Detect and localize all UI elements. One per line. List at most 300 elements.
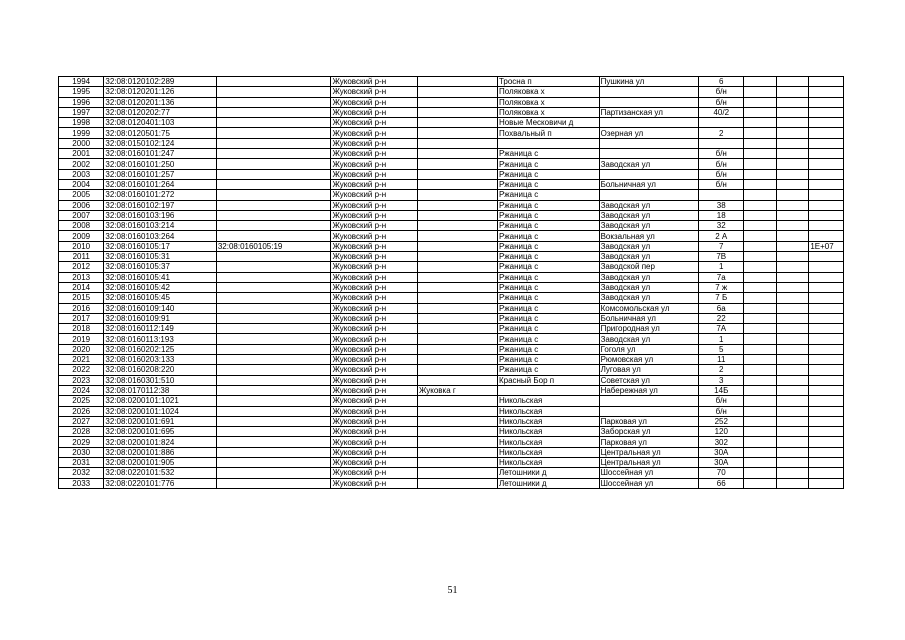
col-11-cell [809,169,844,179]
settlement-cell: Ржаница с [497,221,599,231]
row-number-cell: 2014 [59,282,104,292]
cadastral-number-cell: 32:08:0160203:133 [104,355,216,365]
extra-cadastral-number-cell [216,107,331,117]
col-10-cell [776,457,808,467]
row-number-cell: 2017 [59,313,104,323]
street-cell: Вокзальная ул [599,231,698,241]
district-cell: Жуковский р-н [331,416,418,426]
settlement-cell: Красный Бор п [497,375,599,385]
row-number-cell: 2025 [59,396,104,406]
district-cell: Жуковский р-н [331,313,418,323]
settlement-cell: Ржаница с [497,272,599,282]
row-number-cell: 2009 [59,231,104,241]
col-9-cell [744,406,776,416]
city-cell: Жуковка г [417,385,497,395]
extra-cadastral-number-cell [216,128,331,138]
row-number-cell: 2018 [59,324,104,334]
col-10-cell [776,293,808,303]
extra-cadastral-number-cell [216,293,331,303]
district-cell: Жуковский р-н [331,365,418,375]
row-number-cell: 2007 [59,210,104,220]
cadastral-number-cell: 32:08:0160103:196 [104,210,216,220]
row-number-cell: 2003 [59,169,104,179]
house-number-cell: 7 [699,241,744,251]
cadastral-number-cell: 32:08:0200101:905 [104,457,216,467]
settlement-cell: Поляковка х [497,107,599,117]
district-cell: Жуковский р-н [331,437,418,447]
table-row [59,262,844,272]
col-9-cell [744,334,776,344]
street-cell [599,190,698,200]
row-number-cell: 2001 [59,149,104,159]
col-9-cell [744,138,776,148]
cadastral-number-cell: 32:08:0160101:272 [104,190,216,200]
settlement-cell: Ржаница с [497,159,599,169]
table-row [59,138,844,148]
col-11-cell [809,262,844,272]
col-9-cell [744,344,776,354]
col-11-cell [809,457,844,467]
district-cell: Жуковский р-н [331,107,418,117]
cadastral-number-cell: 32:08:0160113:193 [104,334,216,344]
city-cell [417,210,497,220]
cadastral-number-cell: 32:08:0160102:197 [104,200,216,210]
col-10-cell [776,406,808,416]
row-number-cell: 2029 [59,437,104,447]
district-cell: Жуковский р-н [331,468,418,478]
col-9-cell [744,385,776,395]
col-9-cell [744,128,776,138]
street-cell [599,396,698,406]
col-9-cell [744,416,776,426]
row-number-cell: 1995 [59,87,104,97]
col-9-cell [744,149,776,159]
house-number-cell: 5 [699,344,744,354]
house-number-cell [699,138,744,148]
district-cell: Жуковский р-н [331,262,418,272]
settlement-cell: Ржаница с [497,169,599,179]
col-9-cell [744,272,776,282]
cadastral-number-cell: 32:08:0160105:31 [104,252,216,262]
house-number-cell: 1 [699,334,744,344]
house-number-cell: б/н [699,396,744,406]
street-cell: Заводская ул [599,334,698,344]
cadastral-number-cell: 32:08:0200101:886 [104,447,216,457]
cadastral-number-cell: 32:08:0120202:77 [104,107,216,117]
row-number-cell: 2011 [59,252,104,262]
col-10-cell [776,97,808,107]
extra-cadastral-number-cell [216,282,331,292]
col-9-cell [744,324,776,334]
house-number-cell: б/н [699,179,744,189]
col-10-cell [776,221,808,231]
city-cell [417,457,497,467]
street-cell: Заводская ул [599,241,698,251]
col-9-cell [744,200,776,210]
row-number-cell: 2006 [59,200,104,210]
row-number-cell: 2015 [59,293,104,303]
settlement-cell: Ржаница с [497,210,599,220]
col-11-cell [809,365,844,375]
col-11-cell [809,334,844,344]
street-cell: Заводская ул [599,282,698,292]
row-number-cell: 2019 [59,334,104,344]
col-10-cell [776,282,808,292]
settlement-cell: Никольская [497,427,599,437]
col-10-cell [776,159,808,169]
city-cell [417,365,497,375]
row-number-cell: 2002 [59,159,104,169]
col-11-cell: 1E+07 [809,241,844,251]
settlement-cell: Ржаница с [497,303,599,313]
col-10-cell [776,77,808,87]
city-cell [417,355,497,365]
street-cell: Озерная ул [599,128,698,138]
col-11-cell [809,200,844,210]
col-9-cell [744,77,776,87]
settlement-cell: Ржаница с [497,282,599,292]
row-number-cell: 2005 [59,190,104,200]
table-row [59,478,844,488]
col-9-cell [744,282,776,292]
street-cell [599,97,698,107]
extra-cadastral-number-cell [216,159,331,169]
city-cell [417,313,497,323]
district-cell: Жуковский р-н [331,87,418,97]
extra-cadastral-number-cell [216,334,331,344]
table-row [59,334,844,344]
house-number-cell: 7В [699,252,744,262]
col-10-cell [776,210,808,220]
street-cell: Шоссейная ул [599,478,698,488]
city-cell [417,437,497,447]
col-11-cell [809,107,844,117]
city-cell [417,77,497,87]
district-cell: Жуковский р-н [331,210,418,220]
cadastral-number-cell: 32:08:0200101:1021 [104,396,216,406]
city-cell [417,344,497,354]
extra-cadastral-number-cell [216,169,331,179]
city-cell [417,200,497,210]
col-10-cell [776,468,808,478]
house-number-cell: б/н [699,149,744,159]
col-10-cell [776,365,808,375]
row-number-cell: 2008 [59,221,104,231]
city-cell [417,293,497,303]
row-number-cell: 2000 [59,138,104,148]
city-cell [417,169,497,179]
district-cell: Жуковский р-н [331,447,418,457]
row-number-cell: 2033 [59,478,104,488]
table-row [59,344,844,354]
col-10-cell [776,190,808,200]
col-10-cell [776,200,808,210]
col-10-cell [776,344,808,354]
district-cell: Жуковский р-н [331,77,418,87]
table-row [59,200,844,210]
col-10-cell [776,138,808,148]
district-cell: Жуковский р-н [331,200,418,210]
col-11-cell [809,179,844,189]
street-cell: Набережная ул [599,385,698,395]
col-10-cell [776,87,808,97]
street-cell [599,138,698,148]
extra-cadastral-number-cell [216,262,331,272]
col-11-cell [809,447,844,457]
col-11-cell [809,231,844,241]
city-cell [417,427,497,437]
district-cell: Жуковский р-н [331,118,418,128]
col-9-cell [744,169,776,179]
col-10-cell [776,118,808,128]
street-cell [599,118,698,128]
district-cell: Жуковский р-н [331,149,418,159]
table-row [59,87,844,97]
house-number-cell: 30А [699,447,744,457]
settlement-cell: Ржаница с [497,149,599,159]
settlement-cell: Похвальный п [497,128,599,138]
street-cell: Центральная ул [599,457,698,467]
extra-cadastral-number-cell [216,365,331,375]
table-row [59,97,844,107]
row-number-cell: 2026 [59,406,104,416]
col-11-cell [809,77,844,87]
house-number-cell [699,118,744,128]
settlement-cell: Ржаница с [497,293,599,303]
extra-cadastral-number-cell: 32:08:0160105:19 [216,241,331,251]
extra-cadastral-number-cell [216,385,331,395]
table-row [59,159,844,169]
street-cell: Шоссейная ул [599,468,698,478]
cadastral-number-cell: 32:08:0160105:42 [104,282,216,292]
col-9-cell [744,478,776,488]
col-10-cell [776,447,808,457]
cadastral-number-cell: 32:08:0220101:776 [104,478,216,488]
settlement-cell: Никольская [497,437,599,447]
col-10-cell [776,324,808,334]
extra-cadastral-number-cell [216,77,331,87]
table-row [59,77,844,87]
house-number-cell: 6а [699,303,744,313]
district-cell: Жуковский р-н [331,190,418,200]
house-number-cell [699,190,744,200]
cadastral-number-cell: 32:08:0200101:824 [104,437,216,447]
district-cell: Жуковский р-н [331,406,418,416]
col-11-cell [809,138,844,148]
city-cell [417,375,497,385]
col-10-cell [776,262,808,272]
settlement-cell: Ржаница с [497,365,599,375]
table-row [59,293,844,303]
table-row [59,406,844,416]
col-11-cell [809,416,844,426]
settlement-cell: Ржаница с [497,344,599,354]
city-cell [417,324,497,334]
cadastral-number-cell: 32:08:0160105:45 [104,293,216,303]
page-number: 51 [447,585,458,596]
cadastral-number-cell: 32:08:0160109:140 [104,303,216,313]
extra-cadastral-number-cell [216,190,331,200]
col-11-cell [809,97,844,107]
col-11-cell [809,128,844,138]
city-cell [417,334,497,344]
cadastral-number-cell: 32:08:0160109:91 [104,313,216,323]
extra-cadastral-number-cell [216,468,331,478]
col-11-cell [809,406,844,416]
col-9-cell [744,221,776,231]
col-10-cell [776,355,808,365]
table-row [59,210,844,220]
settlement-cell: Ржаница с [497,190,599,200]
col-11-cell [809,375,844,385]
city-cell [417,468,497,478]
col-9-cell [744,118,776,128]
settlement-cell: Летошники д [497,478,599,488]
cadastral-number-cell: 32:08:0160105:41 [104,272,216,282]
district-cell: Жуковский р-н [331,385,418,395]
district-cell: Жуковский р-н [331,293,418,303]
extra-cadastral-number-cell [216,313,331,323]
house-number-cell: 3 [699,375,744,385]
col-11-cell [809,396,844,406]
house-number-cell: 22 [699,313,744,323]
cadastral-number-cell: 32:08:0120102:289 [104,77,216,87]
city-cell [417,241,497,251]
house-number-cell: 2 [699,128,744,138]
col-10-cell [776,303,808,313]
city-cell [417,478,497,488]
house-number-cell: 2 [699,365,744,375]
extra-cadastral-number-cell [216,179,331,189]
col-10-cell [776,241,808,251]
street-cell: Заводская ул [599,210,698,220]
district-cell: Жуковский р-н [331,179,418,189]
settlement-cell: Ржаница с [497,231,599,241]
row-number-cell: 2022 [59,365,104,375]
extra-cadastral-number-cell [216,303,331,313]
col-10-cell [776,107,808,117]
settlement-cell: Ржаница с [497,355,599,365]
col-9-cell [744,97,776,107]
col-9-cell [744,179,776,189]
street-cell: Заводской пер [599,262,698,272]
extra-cadastral-number-cell [216,406,331,416]
row-number-cell: 2028 [59,427,104,437]
house-number-cell: 7 ж [699,282,744,292]
cadastral-number-cell: 32:08:0220101:532 [104,468,216,478]
table-row [59,190,844,200]
col-9-cell [744,231,776,241]
row-number-cell: 2004 [59,179,104,189]
col-9-cell [744,241,776,251]
col-11-cell [809,478,844,488]
col-11-cell [809,324,844,334]
cadastral-number-cell: 32:08:0160208:220 [104,365,216,375]
extra-cadastral-number-cell [216,324,331,334]
col-9-cell [744,468,776,478]
row-number-cell: 2016 [59,303,104,313]
street-cell: Заборская ул [599,427,698,437]
street-cell: Больничная ул [599,313,698,323]
house-number-cell: б/н [699,97,744,107]
table-row [59,324,844,334]
city-cell [417,416,497,426]
col-9-cell [744,293,776,303]
city-cell [417,118,497,128]
col-10-cell [776,272,808,282]
settlement-cell: Ржаница с [497,200,599,210]
house-number-cell: 70 [699,468,744,478]
settlement-cell: Ржаница с [497,241,599,251]
city-cell [417,87,497,97]
cadastral-number-cell: 32:08:0160103:264 [104,231,216,241]
cadastral-number-cell: 32:08:0200101:695 [104,427,216,437]
table-row [59,282,844,292]
extra-cadastral-number-cell [216,97,331,107]
col-10-cell [776,427,808,437]
table-row [59,468,844,478]
house-number-cell: 14Б [699,385,744,395]
settlement-cell: Никольская [497,447,599,457]
district-cell: Жуковский р-н [331,221,418,231]
cadastral-number-cell: 32:08:0160202:125 [104,344,216,354]
col-11-cell [809,149,844,159]
table-row [59,149,844,159]
col-10-cell [776,437,808,447]
cadastral-number-cell: 32:08:0120201:136 [104,97,216,107]
col-11-cell [809,437,844,447]
extra-cadastral-number-cell [216,396,331,406]
house-number-cell: б/н [699,406,744,416]
street-cell: Комсомольская ул [599,303,698,313]
col-10-cell [776,334,808,344]
street-cell [599,169,698,179]
house-number-cell: б/н [699,87,744,97]
district-cell: Жуковский р-н [331,303,418,313]
extra-cadastral-number-cell [216,252,331,262]
street-cell: Луговая ул [599,365,698,375]
col-9-cell [744,210,776,220]
table-row [59,355,844,365]
col-11-cell [809,118,844,128]
col-10-cell [776,231,808,241]
col-9-cell [744,365,776,375]
row-number-cell: 1996 [59,97,104,107]
table-row [59,385,844,395]
table-row [59,231,844,241]
col-9-cell [744,427,776,437]
house-number-cell: 7а [699,272,744,282]
district-cell: Жуковский р-н [331,457,418,467]
extra-cadastral-number-cell [216,272,331,282]
table-row [59,313,844,323]
col-9-cell [744,262,776,272]
city-cell [417,231,497,241]
extra-cadastral-number-cell [216,416,331,426]
street-cell: Центральная ул [599,447,698,457]
settlement-cell: Поляковка х [497,97,599,107]
cadastral-number-cell: 32:08:0170112:38 [104,385,216,395]
house-number-cell: 1 [699,262,744,272]
district-cell: Жуковский р-н [331,252,418,262]
table-row [59,118,844,128]
street-cell: Гоголя ул [599,344,698,354]
city-cell [417,179,497,189]
extra-cadastral-number-cell [216,427,331,437]
district-cell: Жуковский р-н [331,478,418,488]
table-row [59,457,844,467]
col-11-cell [809,252,844,262]
